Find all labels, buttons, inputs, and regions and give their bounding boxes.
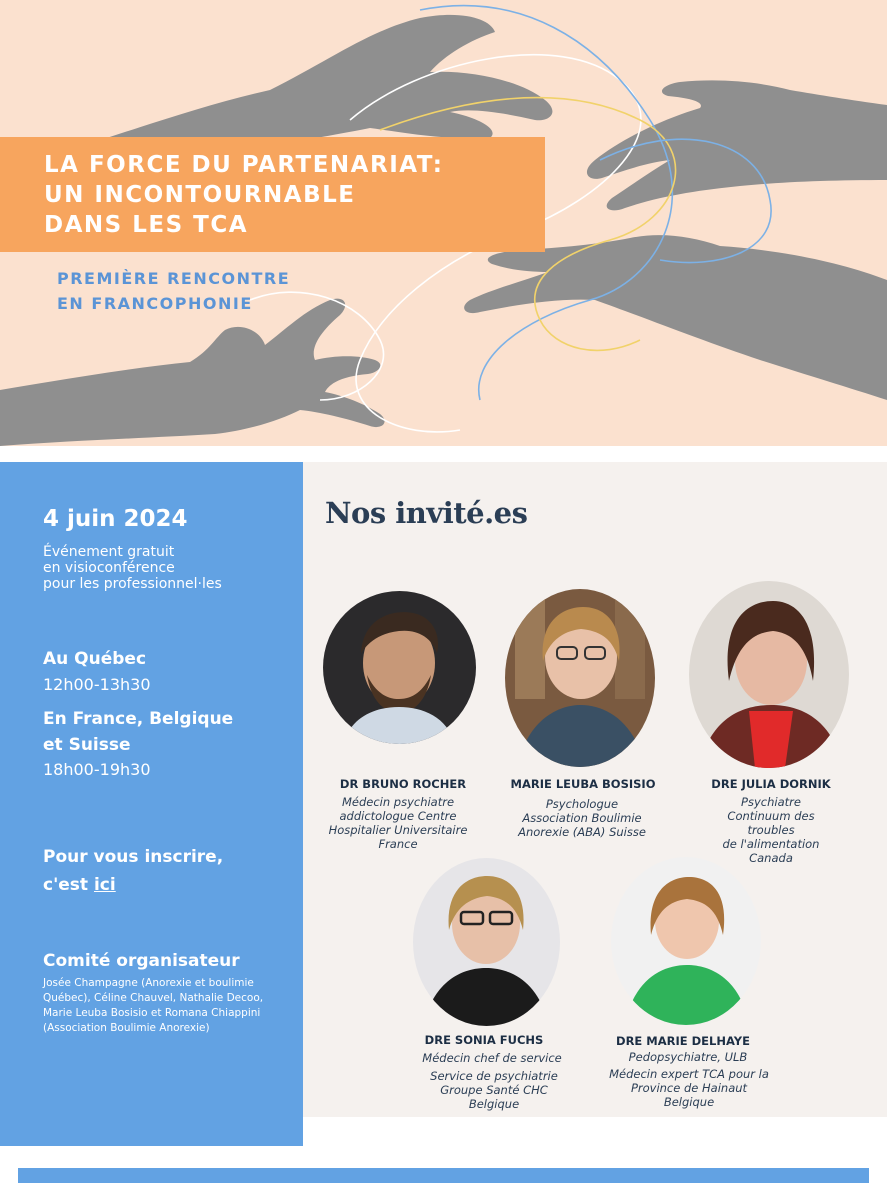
quebec-label: Au Québec <box>43 649 147 669</box>
avatar-marie-leuba-bosisio <box>505 589 655 767</box>
guest-description-4: Service de psychiatrie Groupe Santé CHC Belgique <box>430 1069 558 1111</box>
guest-name-4: DRE SONIA FUCHS <box>424 1033 544 1047</box>
guest-description-1: Médecin psychiatre addictologue Centre Hospitalier Universitaire France <box>328 795 468 851</box>
europe-label: En France, Belgique et Suisse <box>43 709 234 755</box>
event-title: LA FORCE DU PARTENARIAT: UN INCONTOURNABLE DANS LES TCA <box>44 152 444 238</box>
event-subtitle: PREMIÈRE RENCONTRE EN FRANCOPHONIE <box>57 269 291 313</box>
guest-name-1: DR BRUNO ROCHER <box>339 777 467 791</box>
guest-name-3: DRE JULIA DORNIK <box>711 777 831 791</box>
avatar-julia-dornik <box>689 581 849 768</box>
guest-name-5: DRE MARIE DELHAYE <box>616 1034 750 1048</box>
signup-link[interactable]: ici <box>93 875 116 895</box>
guest-name-2: MARIE LEUBA BOSISIO <box>510 777 656 791</box>
guest-description-3: Psychiatre Continuum des troubles de l'alimentation Canada <box>722 795 820 865</box>
guest-role-4: Médecin chef de service <box>422 1051 562 1065</box>
avatar-bruno-rocher <box>323 591 476 744</box>
hero-banner <box>0 0 887 446</box>
event-description: Événement gratuit en visioconférence pour les professionnel·les <box>43 544 222 592</box>
avatar-sonia-fuchs <box>413 858 560 1026</box>
avatar-marie-delhaye <box>611 857 761 1025</box>
guest-description-5: Médecin expert TCA pour la Province de Hainaut Belgique <box>609 1067 769 1109</box>
bottom-bar <box>18 1168 869 1183</box>
guest-description-2: Psychologue Association Boulimie Anorexie (ABA) Suisse <box>518 797 646 839</box>
guests-title: Nos invité.es <box>325 496 528 530</box>
committee-text: Josée Champagne (Anorexie et boulimie Québec), Céline Chauvel, Nathalie Decoo, Marie Leuba Bosisio et Romana Chiappini (Association Boulimie Anorexie) <box>43 977 264 1034</box>
signup-block <box>43 843 223 899</box>
committee-title: Comité organisateur <box>43 951 240 971</box>
separator <box>0 446 887 462</box>
europe-time: 18h00-19h30 <box>43 760 151 779</box>
event-info-panel <box>0 462 303 1146</box>
signup-line: Pour vous inscrire, <box>43 847 224 867</box>
quebec-time: 12h00-13h30 <box>43 675 151 694</box>
guest-role-5: Pedopsychiatre, ULB <box>628 1050 748 1064</box>
event-date: 4 juin 2024 <box>43 506 188 532</box>
signup-prefix: c'est <box>43 875 94 895</box>
